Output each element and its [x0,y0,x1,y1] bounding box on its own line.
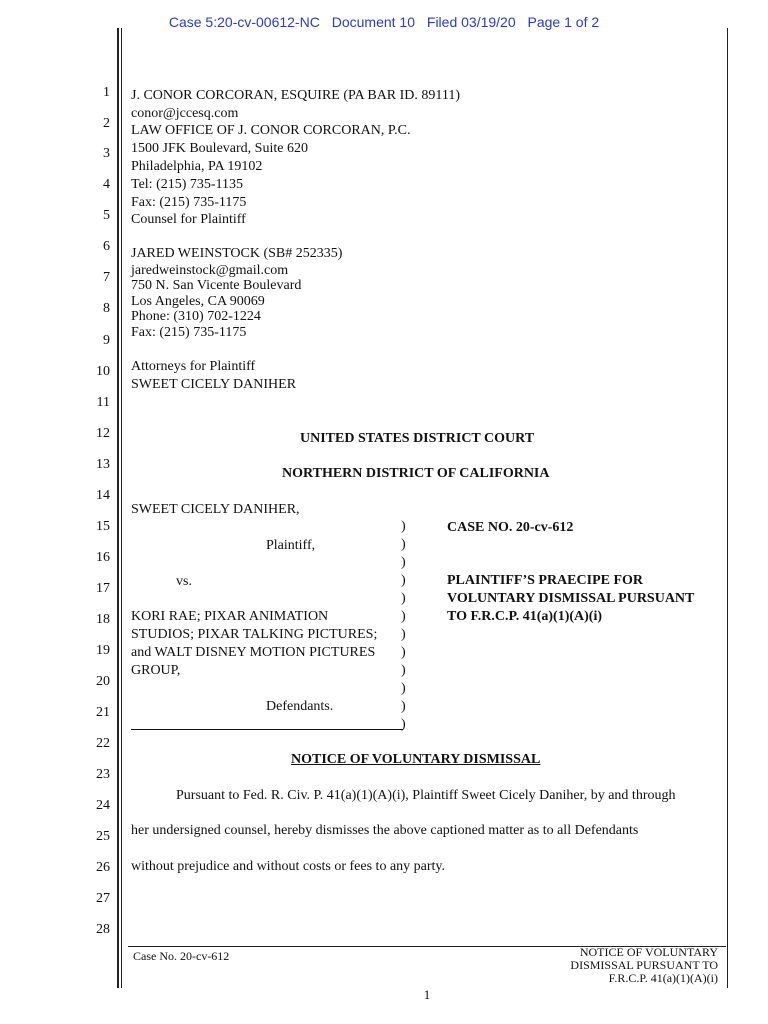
footer-title-line: DISMISSAL PURSUANT TO [570,958,718,972]
stamp-case: Case 5:20-cv-00612-NC [168,14,320,30]
counsel-line: Tel: (215) 735-1135 [131,177,244,192]
line-number: 28 [96,922,110,937]
line-number: 24 [96,798,110,813]
document-title-line: TO F.R.C.P. 41(a)(1)(A)(i) [447,609,603,624]
line-number: 5 [103,208,110,223]
versus-label: vs. [176,574,192,589]
line-number: 12 [96,426,110,441]
pleading-rule-left-inner [121,28,122,988]
line-number: 1 [103,85,110,100]
defendant-line: STUDIOS; PIXAR TALKING PICTURES; [131,627,378,642]
notice-body-line: her undersigned counsel, hereby dismisses the above captioned matter as to all Defendants [131,823,639,838]
court-district: NORTHERN DISTRICT OF CALIFORNIA [282,466,550,481]
footer-title [570,946,718,985]
line-number: 4 [103,177,110,192]
pleading-rule-right [727,28,728,988]
footer-title-line: NOTICE OF VOLUNTARY [579,945,718,959]
line-number: 6 [103,239,110,254]
line-number: 25 [96,829,110,844]
document-title-line: PLAINTIFF’S PRAECIPE FOR [447,573,644,588]
counsel-line: Fax: (215) 735-1175 [131,325,247,340]
caption-paren: ) [401,663,406,678]
attorneys-for-party: SWEET CICELY DANIHER [131,377,297,392]
counsel-email: conor@jccesq.com [131,106,239,121]
line-number: 23 [96,767,110,782]
line-number: 3 [103,146,110,161]
counsel-line: J. CONOR CORCORAN, ESQUIRE (PA BAR ID. 89111) [131,88,461,103]
pleading-rule-left-outer [117,28,119,988]
line-number: 9 [103,333,110,348]
caption-underline [131,729,403,730]
line-number: 21 [96,705,110,720]
caption-paren: ) [401,555,406,570]
line-number: 20 [96,674,110,689]
caption-paren: ) [401,699,406,714]
caption-paren: ) [401,609,406,624]
counsel-line: Los Angeles, CA 90069 [131,294,265,309]
counsel-line: JARED WEINSTOCK (SB# 252335) [131,246,343,261]
line-number: 10 [96,364,110,379]
stamp-page: Page 1 of 2 [527,14,600,30]
line-number: 15 [96,519,110,534]
counsel-line: Philadelphia, PA 19102 [131,159,263,174]
plaintiff-name: SWEET CICELY DANIHER, [131,502,300,517]
document-title-line: VOLUNTARY DISMISSAL PURSUANT [447,591,695,606]
caption-paren: ) [401,591,406,606]
stamp-document: Document 10 [331,14,415,30]
case-number: CASE NO. 20-cv-612 [447,520,574,535]
stamp-filed: Filed 03/19/20 [426,14,516,30]
notice-body-line: Pursuant to Fed. R. Civ. P. 41(a)(1)(A)(i), Plaintiff Sweet Cicely Daniher, by and through [176,788,676,803]
line-number: 19 [96,643,110,658]
line-number: 11 [96,395,110,410]
counsel-line: Fax: (215) 735-1175 [131,195,247,210]
plaintiff-label: Plaintiff, [266,538,316,553]
attorneys-for-label: Attorneys for Plaintiff [131,359,256,374]
line-number: 17 [96,581,110,596]
defendant-line: KORI RAE; PIXAR ANIMATION [131,609,329,624]
footer-title-line: F.R.C.P. 41(a)(1)(A)(i) [608,971,718,985]
line-number: 2 [103,116,110,131]
caption-paren: ) [401,519,406,534]
counsel-line: LAW OFFICE OF J. CONOR CORCORAN, P.C. [131,123,411,138]
line-number: 22 [96,736,110,751]
notice-heading: NOTICE OF VOLUNTARY DISMISSAL [291,752,541,767]
defendants-label: Defendants. [266,699,334,714]
line-number: 18 [96,612,110,627]
court-name: UNITED STATES DISTRICT COURT [300,431,535,446]
counsel-email: jaredweinstock@gmail.com [131,263,289,278]
line-number: 13 [96,457,110,472]
counsel-line: Phone: (310) 702-1224 [131,309,261,324]
line-number: 7 [103,270,110,285]
ecf-header-stamp [0,14,768,30]
caption-paren: ) [401,627,406,642]
counsel-line: Counsel for Plaintiff [131,212,246,227]
page-number: 1 [423,987,431,1002]
line-number: 16 [96,550,110,565]
line-number: 26 [96,860,110,875]
line-number: 14 [96,488,110,503]
caption-paren: ) [401,681,406,696]
notice-body-line: without prejudice and without costs or fees to any party. [131,859,446,874]
defendant-line: and WALT DISNEY MOTION PICTURES [131,645,376,660]
caption-paren: ) [401,645,406,660]
caption-paren: ) [401,717,406,732]
caption-paren: ) [401,573,406,588]
line-number: 8 [103,301,110,316]
counsel-line: 750 N. San Vicente Boulevard [131,278,302,293]
caption-paren: ) [401,537,406,552]
defendant-line: GROUP, [131,663,181,678]
counsel-line: 1500 JFK Boulevard, Suite 620 [131,141,308,156]
line-number: 27 [96,891,110,906]
footer-case-number: Case No. 20-cv-612 [133,949,230,963]
